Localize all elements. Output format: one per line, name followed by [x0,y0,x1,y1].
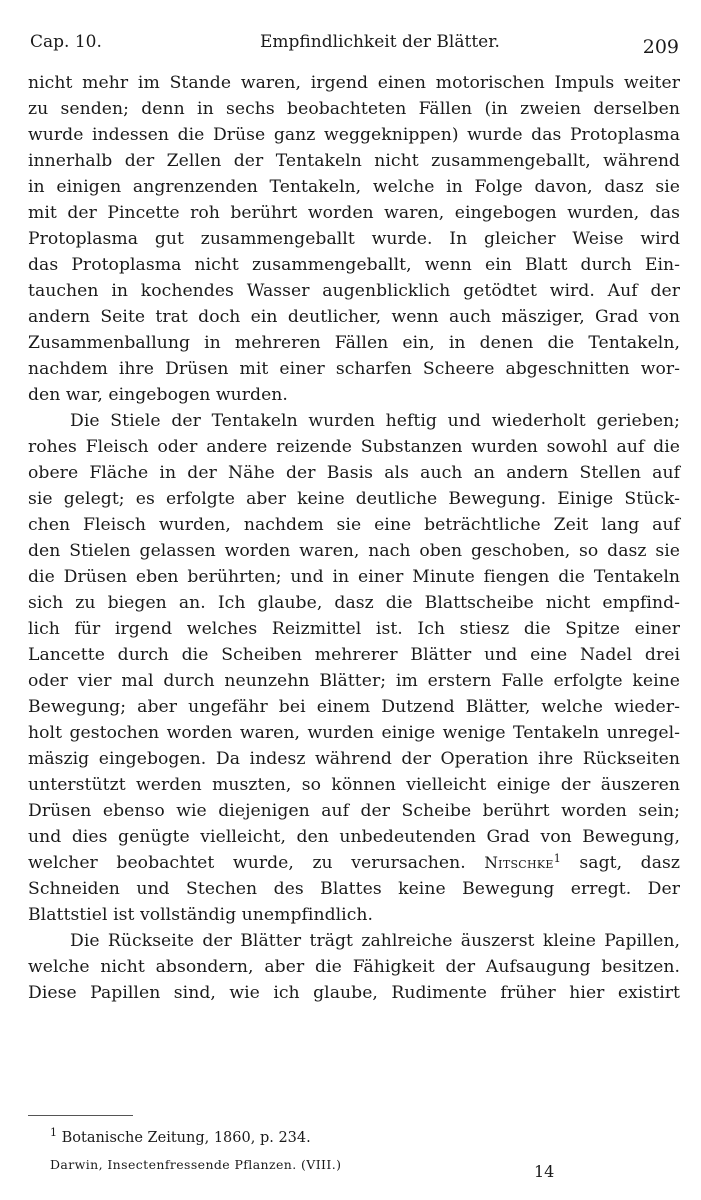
footnote [50,1126,311,1146]
text-line: Schneiden und Stechen des Blattes keine Bewegung erregt. Der [28,879,680,899]
text-line: den war, eingebogen wurden. [28,385,288,405]
text-line: in einigen angrenzenden Tentakeln, welche in Folge davon, dasz sie [28,177,680,197]
footnote-ref[interactable]: 1 [553,852,561,865]
text-line: lich für irgend welches Reizmittel ist. Ich stiesz die Spitze einer [28,619,680,639]
text-line: nachdem ihre Drüsen mit einer scharfen Scheere abgeschnitten wor- [28,359,680,379]
text-line: die Drüsen eben berührten; und in einer Minute fiengen die Tentakeln [28,567,680,587]
nitschke-line [28,850,680,876]
text-line: das Protoplasma nicht zusammengeballt, wenn ein Blatt durch Ein- [28,255,680,275]
running-head [30,30,679,60]
text-line: sie gelegt; es erfolgte aber keine deutliche Bewegung. Einige Stück- [28,489,680,509]
text-line: Protoplasma gut zusammengeballt wurde. In gleicher Weise wird [28,229,680,249]
footnote-text: Botanische Zeitung, 1860, p. 234. [61,1130,311,1146]
footnote-mark: 1 [50,1126,57,1139]
footnote-divider [28,1115,133,1116]
text-line: innerhalb der Zellen der Tentakeln nicht zusammengeballt, während [28,151,680,171]
author-name-nitschke: Nitschke [484,854,554,872]
paragraph-1 [28,70,680,408]
text-line: welche nicht absondern, aber die Fähigkeit der Aufsaugung besitzen. [28,957,680,977]
text-line: andern Seite trat doch ein deutlicher, wenn auch mäsziger, Grad von [28,307,680,327]
paragraph-2 [28,408,680,928]
text-line: den Stielen gelassen worden waren, nach oben geschoben, so dasz sie [28,541,680,561]
text-line: chen Fleisch wurden, nachdem sie eine beträchtliche Zeit lang auf [28,515,680,535]
printer-signature: Darwin, Insectenfressende Pflanzen. (VIII.) [50,1157,342,1172]
text-line: zu senden; denn in sechs beobachteten Fällen (in zweien derselben [28,99,680,119]
chapter-label: Cap. 10. [30,32,102,52]
text-line: Zusammenballung in mehreren Fällen ein, in denen die Tentakeln, [28,333,680,353]
text-line: Die Rückseite der Blätter trägt zahlreiche äuszerst kleine Papillen, [70,931,680,951]
text-line: Blattstiel ist vollständig unempfindlich. [28,905,374,925]
running-title: Empfindlichkeit der Blätter. [260,32,500,52]
text-line: Bewegung; aber ungefähr bei einem Dutzend Blätter, welche wieder- [28,697,680,717]
text-line: Diese Papillen sind, wie ich glaube, Rudimente früher hier existirt [28,983,680,1003]
text-line: Drüsen ebenso wie diejenigen auf der Scheibe berührt worden sein; [28,801,680,821]
text-line: Lancette durch die Scheiben mehrerer Blätter und eine Nadel drei [28,645,680,665]
text-line: und dies genügte vielleicht, den unbedeutenden Grad von Bewegung, [28,827,680,847]
text-line: sich zu biegen an. Ich glaube, dasz die Blattscheibe nicht empfind- [28,593,680,613]
nitschke-suffix: sagt, dasz [560,853,680,873]
text-line: holt gestochen worden waren, wurden einige wenige Tentakeln unregel- [28,723,680,743]
text-line: mäszig eingebogen. Da indesz während der Operation ihre Rückseiten [28,749,680,769]
paragraph-3 [28,928,680,1006]
page-number: 209 [642,36,679,58]
nitschke-prefix: welcher beobachtet wurde, zu verursachen. [28,853,485,873]
text-line: rohes Fleisch oder andere reizende Substanzen wurden sowohl auf die [28,437,680,457]
text-line: wurde indessen die Drüse ganz weggeknippen) wurde das Protoplasma [28,125,680,145]
text-line: nicht mehr im Stande waren, irgend einen motorischen Impuls weiter [28,73,680,93]
text-line: obere Fläche in der Nähe der Basis als auch an andern Stellen auf [28,463,680,483]
text-line: oder vier mal durch neunzehn Blätter; im erstern Falle erfolgte keine [28,671,680,691]
text-line: mit der Pincette roh berührt worden waren, eingebogen wurden, das [28,203,680,223]
body-text [28,70,680,1006]
text-line: tauchen in kochendes Wasser augenblicklich getödtet wird. Auf der [28,281,680,301]
text-line: Die Stiele der Tentakeln wurden heftig und wiederholt gerieben; [70,411,680,431]
text-line: unterstützt werden muszten, so können vielleicht einige der äuszeren [28,775,680,795]
signature-number: 14 [534,1162,555,1181]
